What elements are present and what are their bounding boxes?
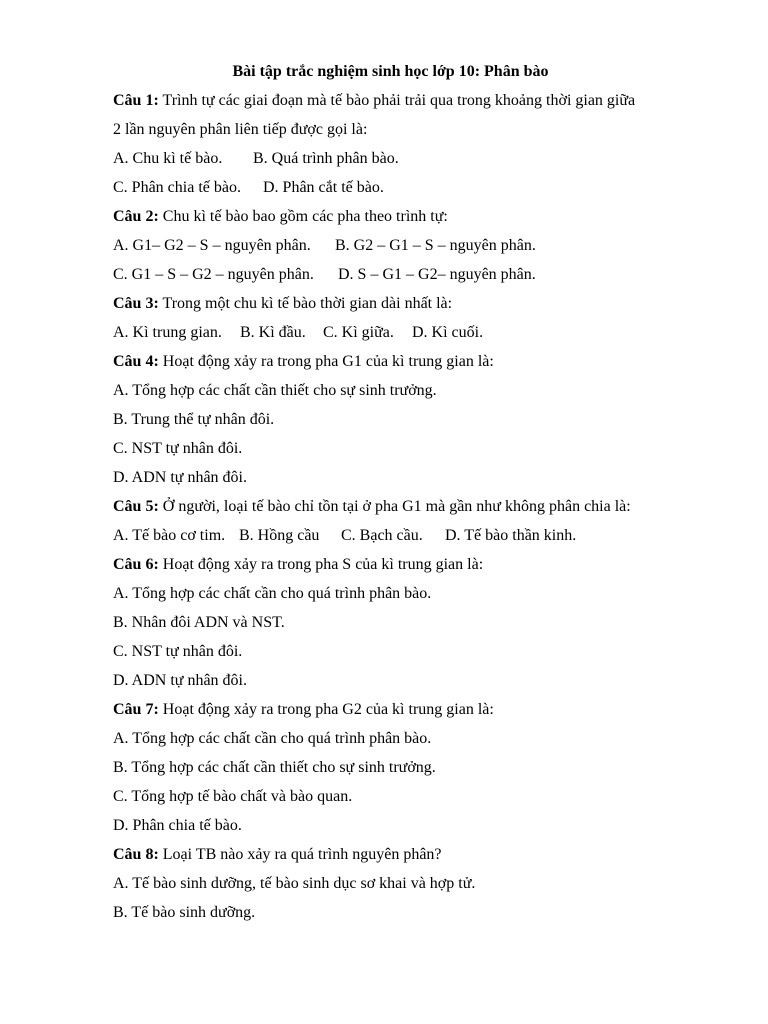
option-c: C. Phân chia tế bào.: [113, 179, 241, 196]
question-text: Trong một chu kì tế bào thời gian dài nhất là:: [158, 295, 453, 312]
option-d: D. Phân chia tế bào.: [113, 817, 242, 834]
question-text: Chu kì tế bào bao gồm các pha theo trình tự:: [158, 208, 448, 225]
option-c: C. NST tự nhân đôi.: [113, 440, 243, 457]
option-a: A. Kì trung gian.: [113, 324, 222, 341]
option-b: B. Tổng hợp các chất cần thiết cho sự sinh trưởng.: [113, 759, 436, 776]
question-label: Câu 7:: [113, 701, 159, 718]
option-b: B. Hồng cầu: [239, 527, 320, 544]
option-d: D. ADN tự nhân đôi.: [113, 672, 247, 689]
option-a: A. Tổng hợp các chất cần thiết cho sự sinh trưởng.: [113, 382, 437, 399]
document-title: Bài tập trắc nghiệm sinh học lớp 10: Phân bào: [232, 63, 549, 80]
options-row: [113, 231, 673, 260]
options-row: [113, 144, 673, 173]
question-8: [113, 840, 673, 869]
question-label: Câu 1:: [113, 92, 159, 109]
question-5: [113, 492, 673, 521]
question-3: [113, 289, 673, 318]
question-text: Trình tự các giai đoạn mà tế bào phải trải qua trong khoảng thời gian giữa: [158, 92, 636, 109]
options-row: [113, 318, 673, 347]
question-label: Câu 4:: [113, 353, 159, 370]
option-a: A. Tổng hợp các chất cần cho quá trình phân bào.: [113, 585, 432, 602]
option-d: D. S – G1 – G2– nguyên phân.: [338, 266, 536, 283]
options-row: [113, 173, 673, 202]
option-c: C. NST tự nhân đôi.: [113, 643, 243, 660]
document-page: [113, 57, 673, 927]
question-1-continued: [113, 115, 673, 144]
option-b: B. G2 – G1 – S – nguyên phân.: [335, 237, 536, 254]
option-a: A. Chu kì tế bào.: [113, 150, 223, 167]
option-c: C. Tổng hợp tế bào chất và bào quan.: [113, 788, 353, 805]
question-text: Hoạt động xảy ra trong pha G1 của kì trung gian là:: [158, 353, 494, 370]
question-text-continued: 2 lần nguyên phân liên tiếp được gọi là:: [113, 121, 368, 138]
option-b: B. Quá trình phân bào.: [253, 150, 399, 167]
question-label: Câu 3:: [113, 295, 159, 312]
option-c: C. Kì giữa.: [323, 324, 394, 341]
question-2: [113, 202, 673, 231]
question-1: [113, 86, 673, 115]
option-c: C. G1 – S – G2 – nguyên phân.: [113, 266, 314, 283]
question-label: Câu 6:: [113, 556, 159, 573]
option-b: B. Tế bào sinh dưỡng.: [113, 904, 256, 921]
question-text: Loại TB nào xảy ra quá trình nguyên phân?: [158, 846, 442, 863]
option-b: B. Kì đầu.: [240, 324, 306, 341]
option-b: B. Nhân đôi ADN và NST.: [113, 614, 285, 631]
option-d: D. Kì cuối.: [412, 324, 484, 341]
question-label: Câu 2:: [113, 208, 159, 225]
options-row: [113, 521, 673, 550]
question-7: [113, 695, 673, 724]
question-6: [113, 550, 673, 579]
option-c: C. Bạch cầu.: [341, 527, 423, 544]
option-d: D. ADN tự nhân đôi.: [113, 469, 247, 486]
question-text: Hoạt động xảy ra trong pha S của kì trung gian là:: [158, 556, 484, 573]
options-row: [113, 260, 673, 289]
option-d: D. Phân cắt tế bào.: [263, 179, 384, 196]
option-a: A. Tổng hợp các chất cần cho quá trình phân bào.: [113, 730, 432, 747]
option-a: A. G1– G2 – S – nguyên phân.: [113, 237, 311, 254]
question-text: Hoạt động xảy ra trong pha G2 của kì trung gian là:: [158, 701, 494, 718]
option-b: B. Trung thể tự nhân đôi.: [113, 411, 275, 428]
option-d: D. Tế bào thần kinh.: [445, 527, 577, 544]
question-label: Câu 5:: [113, 498, 159, 515]
question-4: [113, 347, 673, 376]
question-text: Ở người, loại tế bào chỉ tồn tại ở pha G1 mà gần như không phân chia là:: [158, 498, 631, 515]
option-a: A. Tế bào cơ tim.: [113, 527, 226, 544]
question-label: Câu 8:: [113, 846, 159, 863]
option-a: A. Tế bào sinh dưỡng, tế bào sinh dục sơ khai và hợp tử.: [113, 875, 476, 892]
